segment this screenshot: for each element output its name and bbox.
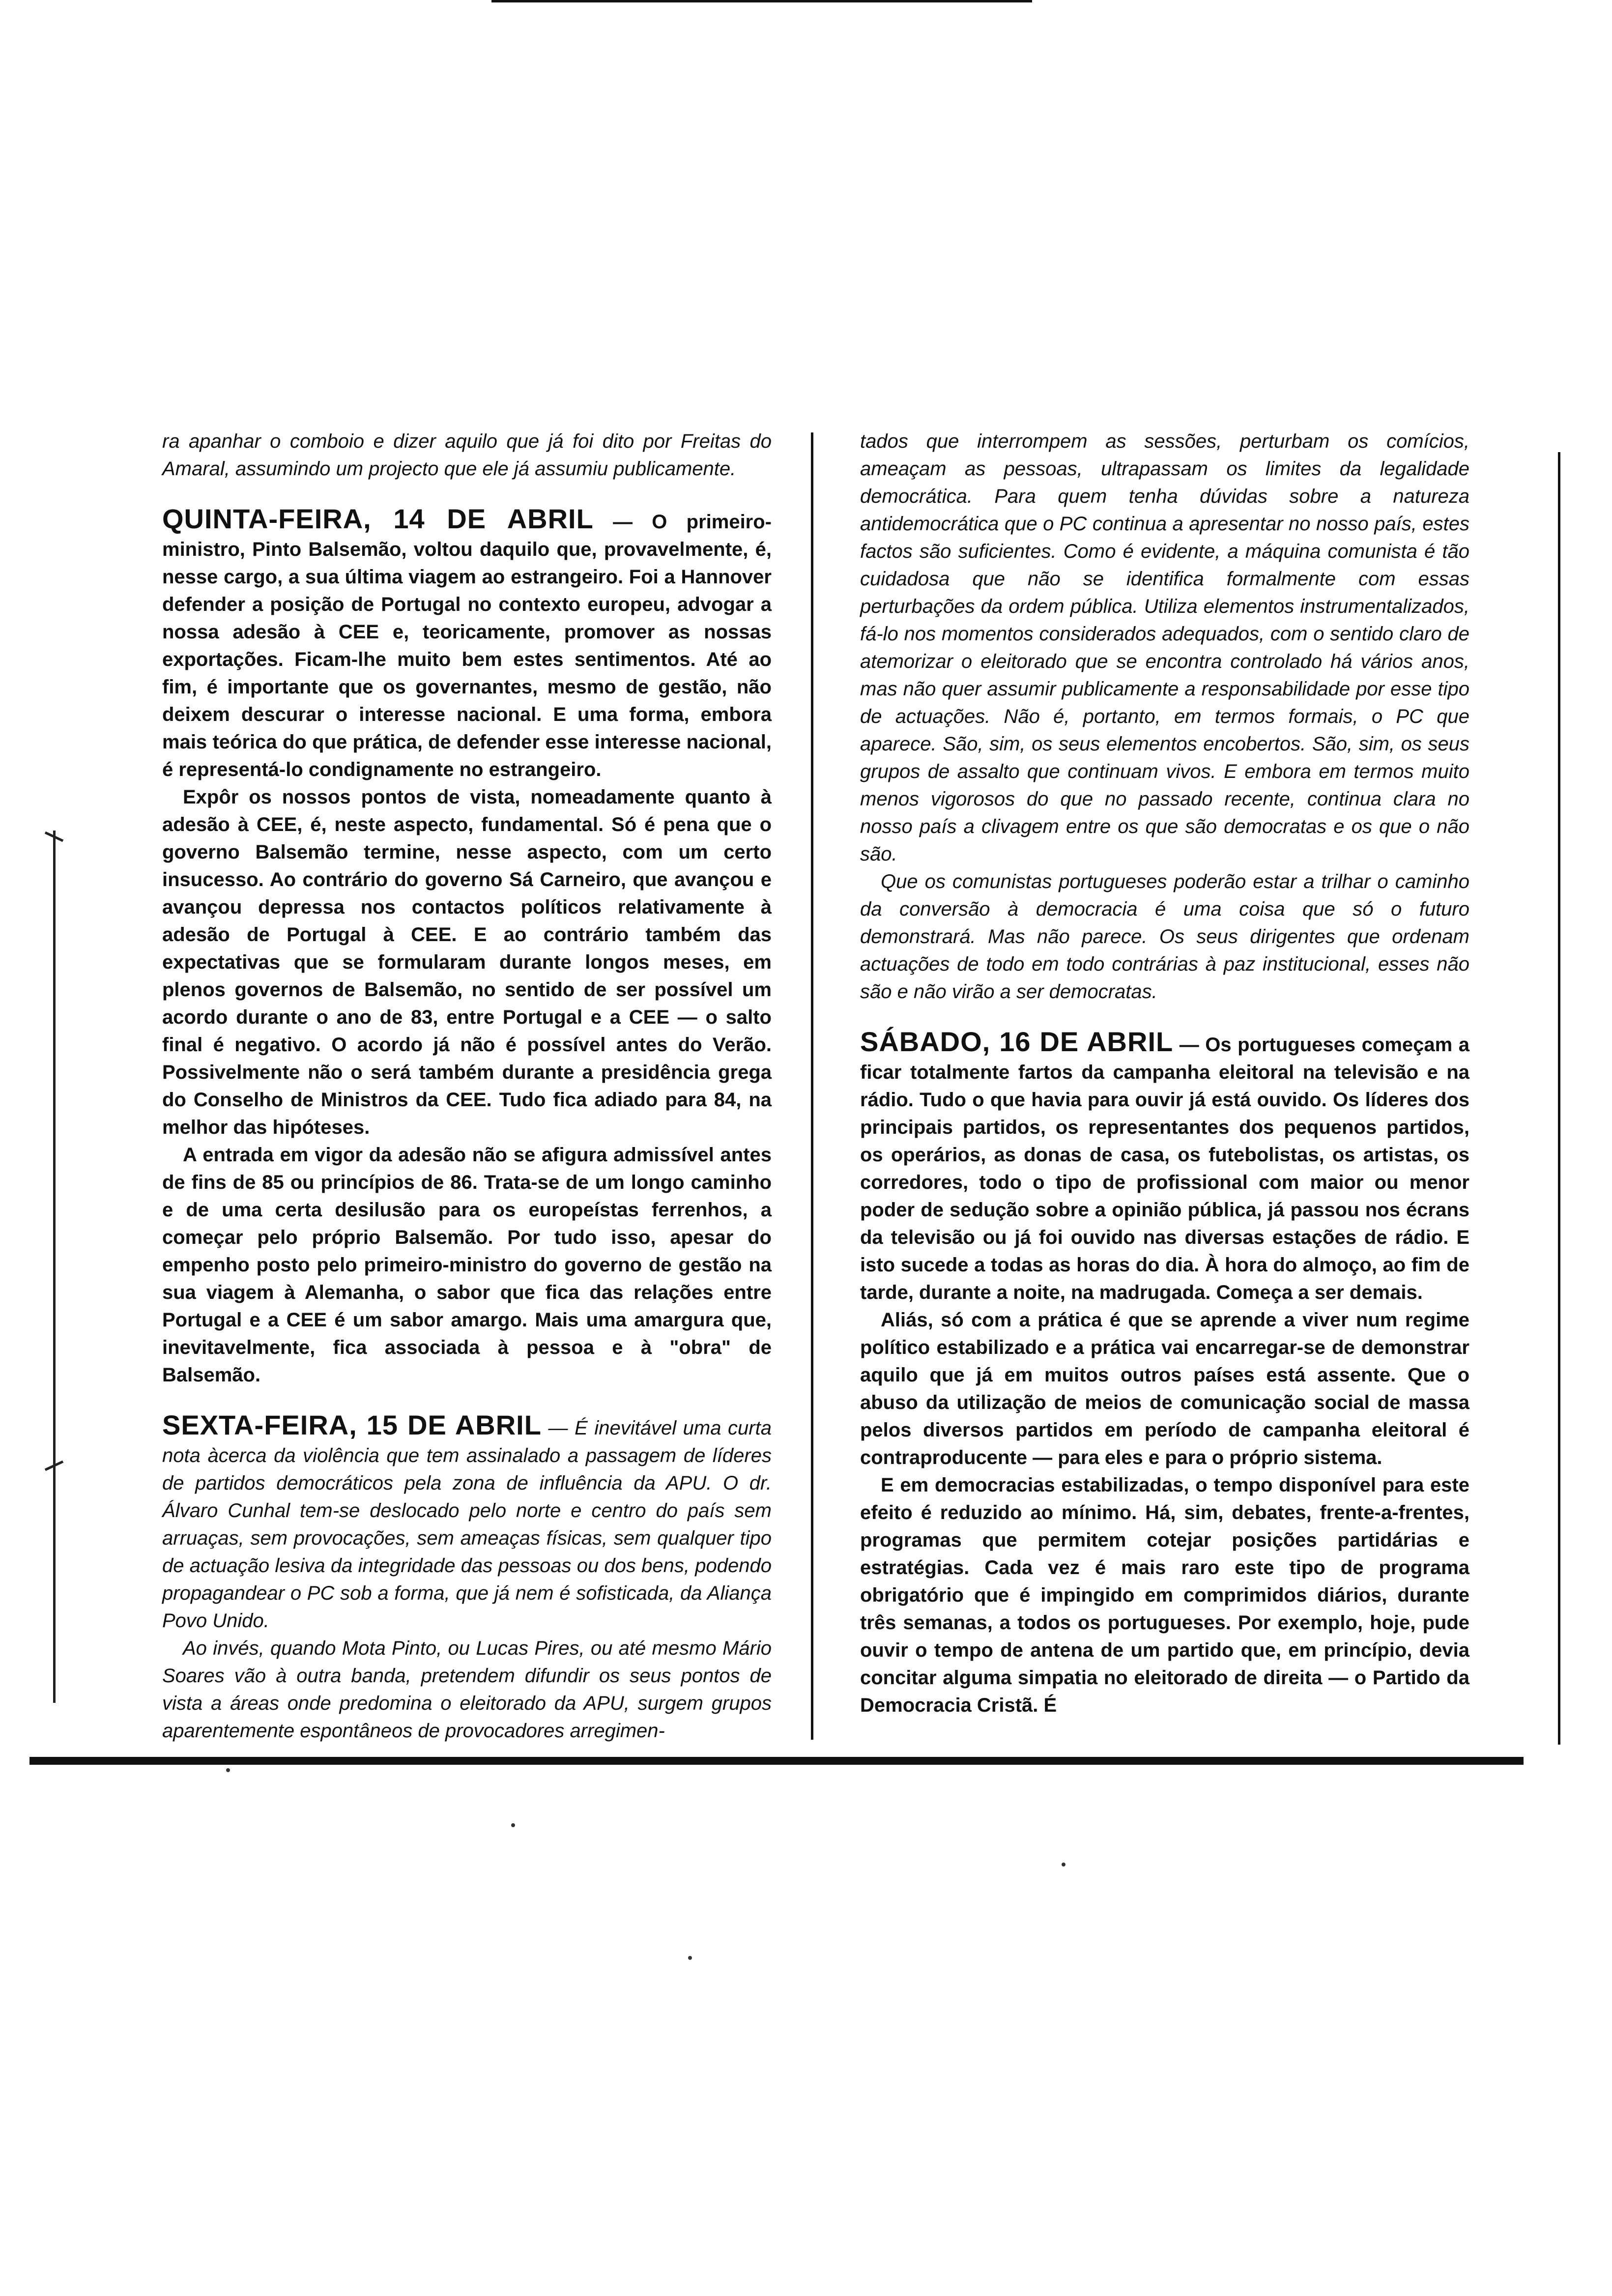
paragraph: A entrada em vigor da adesão não se afigura admissível antes de fins de 85 ou princípios de 86. Trata-se de um longo caminho e de uma certa desilusão para os europeístas ferrenhos, a começar pelo próprio Balsemão. Por tudo isso, apesar do empenho posto pelo primeiro-ministro do governo de gestão na sua viagem à Alemanha, o sabor que fica das relações entre Portugal e a CEE é um sabor amargo. Mais uma amargura que, inevitavelmente, fica associada à pessoa e à "obra" de Balsemão. [162,1144,772,1386]
section-heading: QUINTA-FEIRA, 14 DE ABRIL [162,503,594,534]
right-column [860,428,1469,1719]
paragraph: E em democracias estabilizadas, o tempo disponível para este efeito é reduzido ao mínimo. Há, sim, debates, frente-a-frentes, programas que permitem cotejar posições partidárias e estratégias. Cada vez é mais raro este tipo de programa obrigatório que é impingido em comprimidos diários, durante três semanas, a todos os portugueses. Por exemplo, hoje, pude ouvir o tempo de antena de um partido que, em princípio, devia concitar alguma simpatia no eleitorado de direita — o Partido da Democracia Cristã. É [860,1474,1469,1716]
section-quinta-feira [162,505,772,1389]
paragraph: Que os comunistas portugueses poderão estar a trilhar o caminho da conversão à democracia é uma coisa que só o futuro demonstrará. Mas não parece. Os seus dirigentes que ordenam actuações de todo em todo contrárias à paz institucional, esses não são e não virão a ser democratas. [860,871,1469,1003]
left-column [162,428,772,1745]
section-sabado [860,1028,1469,1719]
section-sexta-feira [162,1411,772,1745]
column-divider [811,432,813,1740]
right-edge-line [1558,452,1560,1745]
scan-dot [226,1768,230,1772]
paragraph: tados que interrompem as sessões, perturbam os comícios, ameaçam as pessoas, ultrapassam os limites da legalidade democrática. Para quem tenha dúvidas sobre a natureza antidemocrática que o PC continua a apresentar no nosso país, estes factos são suficientes. Como é evidente, a máquina comunista é tão cuidadosa que não se identifica formalmente com essas perturbações da ordem pública. Utiliza elementos instrumentalizados, fá-lo nos momentos considerados adequados, com o sentido claro de atemorizar o eleitorado que se encontra controlado há vários anos, mas não quer assumir publicamente a responsabilidade por esse tipo de actuações. Não é, portanto, em termos formais, o PC que aparece. São, sim, os seus elementos encobertos. São, sim, os seus grupos de assalto que continuam vivos. E embora em termos muito menos vigorosos do que no passado recente, continua clara no nosso país a clivagem entre os que são democratas e os que o não são. [860,430,1469,865]
scan-dot [511,1823,515,1827]
margin-line-upper [53,831,56,1474]
scan-dot [688,1956,692,1960]
intro-paragraph: ra apanhar o comboio e dizer aquilo que já foi dito por Freitas do Amaral, assumindo um projecto que ele já assumiu publicamente. [162,430,772,480]
paragraph: — Os portugueses começam a ficar totalmente fartos da campanha eleitoral na televisão e na rádio. Tudo o que havia para ouvir já está ouvido. Os líderes dos principais partidos, os representantes dos pequenos partidos, os operários, as donas de casa, os futebolistas, os artistas, os corredores, todo o tipo de profissional com maior ou menor poder de sedução sobre a opinião pública, já passou nos écrans da televisão ou já foi ouvido nas diversas estações de rádio. E isto sucede a todas as horas do dia. À hora do almoço, ao fim de tarde, durante a noite, na madrugada. Começa a ser demais. [860,1034,1469,1303]
paragraph: — É inevitável uma curta nota àcerca da violência que tem assinalado a passagem de líderes de partidos democráticos pela zona de influência da APU. O dr. Álvaro Cunhal tem-se deslocado pelo norte e centro do país sem arruaças, sem provocações, sem ameaças físicas, sem qualquer tipo de actuação lesiva da integridade das pessoas ou dos bens, podendo propagandear o PC sob a forma, que já nem é sofisticada, da Aliança Povo Unido. [162,1417,772,1632]
bottom-rule [29,1757,1524,1765]
paragraph: — O primeiro-ministro, Pinto Balsemão, voltou daquilo que, provavelmente, é, nesse cargo, a sua última viagem ao estrangeiro. Foi a Hannover defender a posição de Portugal no contexto europeu, advogar a nossa adesão à CEE e, teoricamente, promover as nossas exportações. Ficam-lhe muito bem estes sentimentos. Até ao fim, é importante que os governantes, mesmo de gestão, não deixem descurar o interesse nacional. E uma forma, embora mais teórica do que prática, de defender esse interesse nacional, é representá-lo condignamente no estrangeiro. [162,511,772,780]
margin-line-lower [53,1467,56,1703]
section-heading: SÁBADO, 16 DE ABRIL [860,1026,1174,1057]
paragraph: Expôr os nossos pontos de vista, nomeadamente quanto à adesão à CEE, é, neste aspecto, fundamental. Só é pena que o governo Balsemão termine, nesse aspecto, com um certo insucesso. Ao contrário do governo Sá Carneiro, que avançou e avançou depressa nos contactos políticos relativamente à adesão de Portugal à CEE. E ao contrário também das expectativas que se formularam durante longos meses, em plenos governos de Balsemão, no sentido de ser possível um acordo durante o ano de 83, entre Portugal e a CEE — o salto final é negativo. O acordo já não é possível antes do Verão. Possivelmente não o será também durante a presidência grega do Conselho de Ministros da CEE. Tudo fica adiado para 84, na melhor das hipóteses. [162,786,772,1138]
paragraph: Aliás, só com a prática é que se aprende a viver num regime político estabilizado e a prática vai encarregar-se de demonstrar aquilo que já em muitos outros países está assente. Que o abuso da utilização de meios de comunicação social de massa pelos diversos partidos em período de campanha eleitoral é contraproducente — para eles e para o próprio sistema. [860,1309,1469,1468]
scan-dot [1062,1863,1065,1866]
section-heading: SEXTA-FEIRA, 15 DE ABRIL [162,1409,542,1440]
top-scan-rule [491,0,1032,2]
paragraph: Ao invés, quando Mota Pinto, ou Lucas Pires, ou até mesmo Mário Soares vão à outra banda, pretendem difundir os seus pontos de vista a áreas onde predomina o eleitorado da APU, surgem grupos aparentemente espontâneos de provocadores arregimen- [162,1637,772,1742]
